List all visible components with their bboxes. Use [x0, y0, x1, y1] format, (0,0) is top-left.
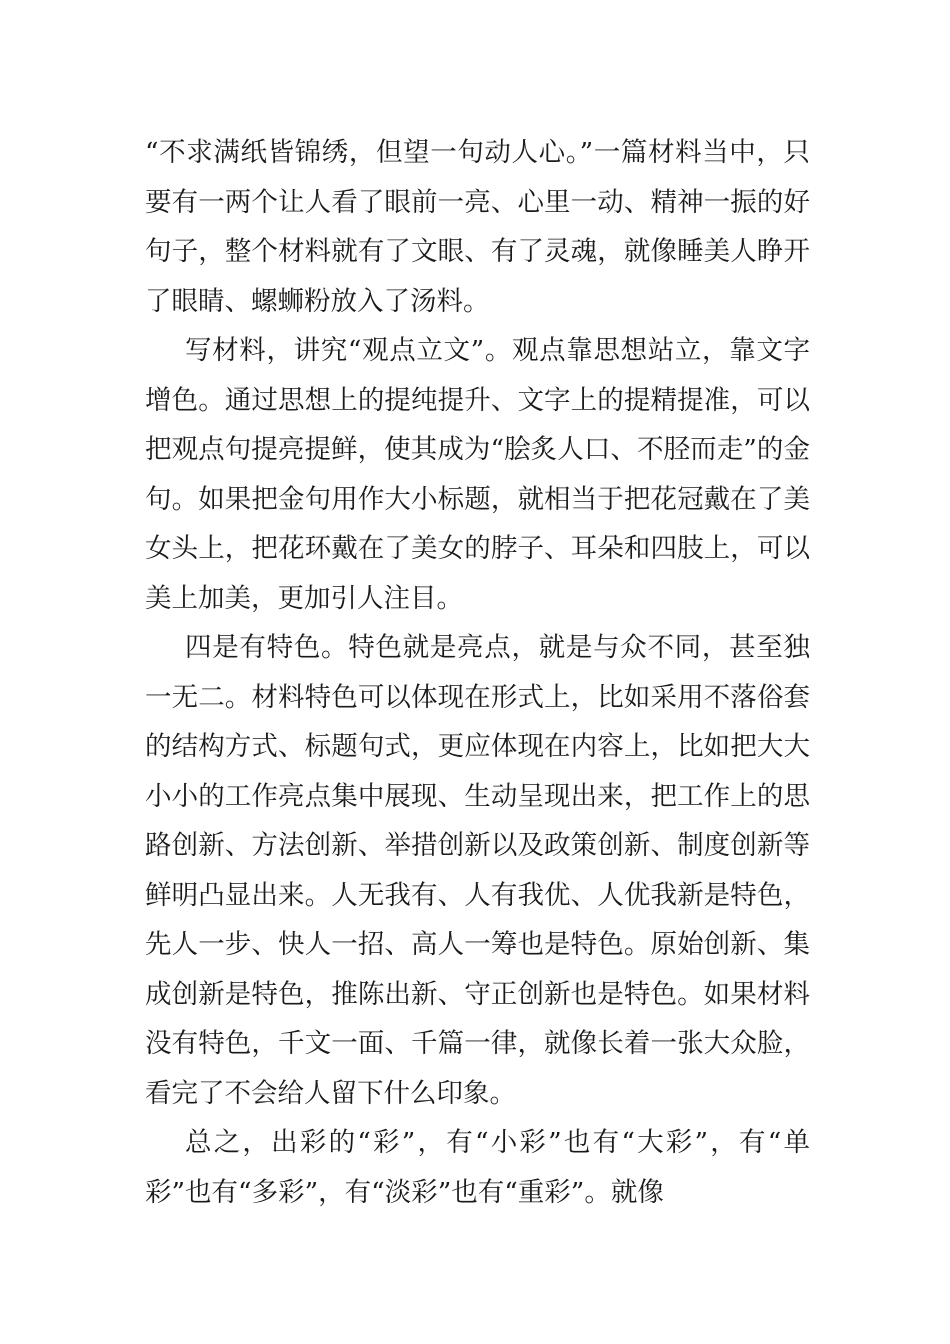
paragraph-2: 写材料，讲究“观点立文”。观点靠思想站立，靠文字增色。通过思想上的提纯提升、文字上的提精提准，可以把观点句提亮提鲜，使其成为“脍炙人口、不胫而走”的金句。如果把金句用作大小标题，就相当于把花冠戴在了美女头上，把花环戴在了美女的脖子、耳朵和四肢上，可以美上加美，更加引人注目。 — [145, 335, 810, 614]
paragraph-1: “不求满纸皆锦绣，但望一句动人心。”一篇材料当中，只要有一两个让人看了眼前一亮、心里一动、精神一振的好句子，整个材料就有了文眼、有了灵魂，就像睡美人睁开了眼睛、螺蛳粉放入了汤料。 — [145, 137, 810, 317]
document-body — [145, 128, 810, 1217]
paragraph-3: 四是有特色。特色就是亮点，就是与众不同，甚至独一无二。材料特色可以体现在形式上，比如采用不落俗套的结构方式、标题句式，更应体现在内容上，比如把大大小小的工作亮点集中展现、生动呈现出来，把工作上的思路创新、方法创新、举措创新以及政策创新、制度创新等鲜明凸显出来。人无我有、人有我优、人优我新是特色，先人一步、快人一招、高人一筹也是特色。原始创新、集成创新是特色，推陈出新、守正创新也是特色。如果材料没有特色，千文一面、千篇一律，就像长着一张大众脸，看完了不会给人留下什么印象。 — [145, 632, 810, 1109]
paragraph-4: 总之，出彩的“彩”，有“小彩”也有“大彩”，有“单彩”也有“多彩”，有“淡彩”也有“重彩”。就像 — [145, 1127, 810, 1208]
